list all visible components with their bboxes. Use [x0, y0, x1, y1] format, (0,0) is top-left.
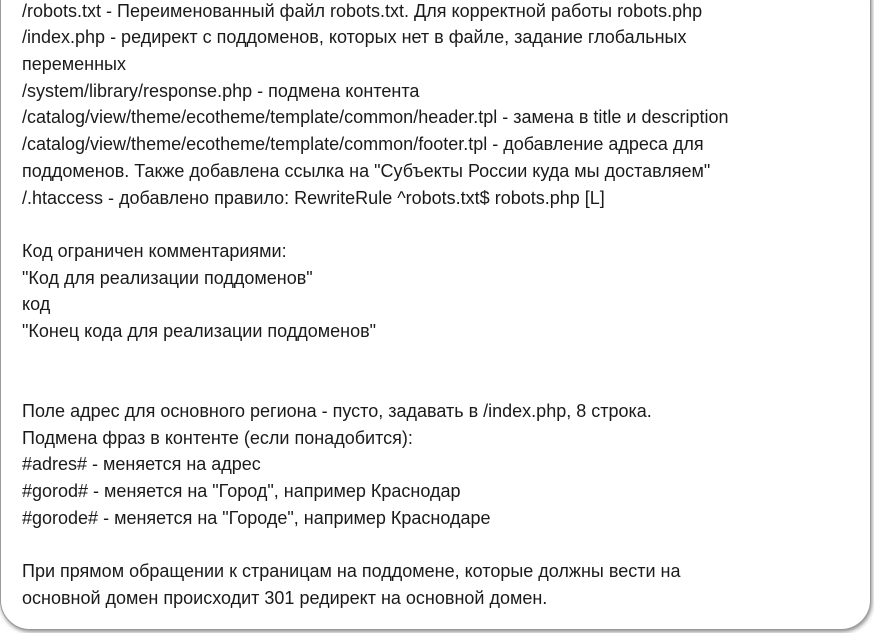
text-line: При прямом обращении к страницам на поддомене, которые должны вести на: [22, 561, 681, 582]
text-line: #gorod# - меняется на "Город", например Краснодар: [22, 481, 461, 502]
text-line: /robots.txt - Переименованный файл robots.txt. Для корректной работы robots.php: [22, 0, 703, 21]
text-line: "Код для реализации поддоменов": [22, 267, 313, 288]
document-text: [22, 0, 867, 612]
text-line: /system/library/response.php - подмена контента: [22, 80, 420, 101]
blank-line: [22, 211, 867, 238]
text-line: /.htaccess - добавлено правило: RewriteRule ^robots.txt$ robots.php [L]: [22, 187, 605, 208]
text-line: основной домен происходит 301 редирект на основной домен.: [22, 587, 548, 608]
text-line: переменных: [22, 54, 126, 75]
text-line: поддоменов. Также добавлена ссылка на "Субъекты России куда мы доставляем": [22, 160, 711, 181]
text-line: /catalog/view/theme/ecotheme/template/common/footer.tpl - добавление адреса для: [22, 134, 704, 155]
text-line: "Конец кода для реализации поддоменов": [22, 320, 377, 341]
text-line: Поле адрес для основного региона - пусто, задавать в /index.php, 8 строка.: [22, 401, 652, 421]
blank-line: [22, 371, 867, 398]
text-line: /catalog/view/theme/ecotheme/template/common/header.tpl - замена в title и description: [22, 107, 729, 128]
text-line: #adres# - меняется на адрес: [22, 454, 261, 475]
text-line: #gorode# - меняется на "Городе", например Краснодаре: [22, 507, 491, 528]
text-line: /index.php - редирект с поддоменов, которых нет в файле, задание глобальных: [22, 27, 687, 48]
text-line: код: [22, 294, 51, 315]
text-line: Код ограничен комментариями:: [22, 240, 287, 261]
blank-line: [22, 531, 867, 558]
text-line: Подмена фраз в контенте (если понадобится):: [22, 427, 413, 448]
blank-line: [22, 345, 867, 372]
